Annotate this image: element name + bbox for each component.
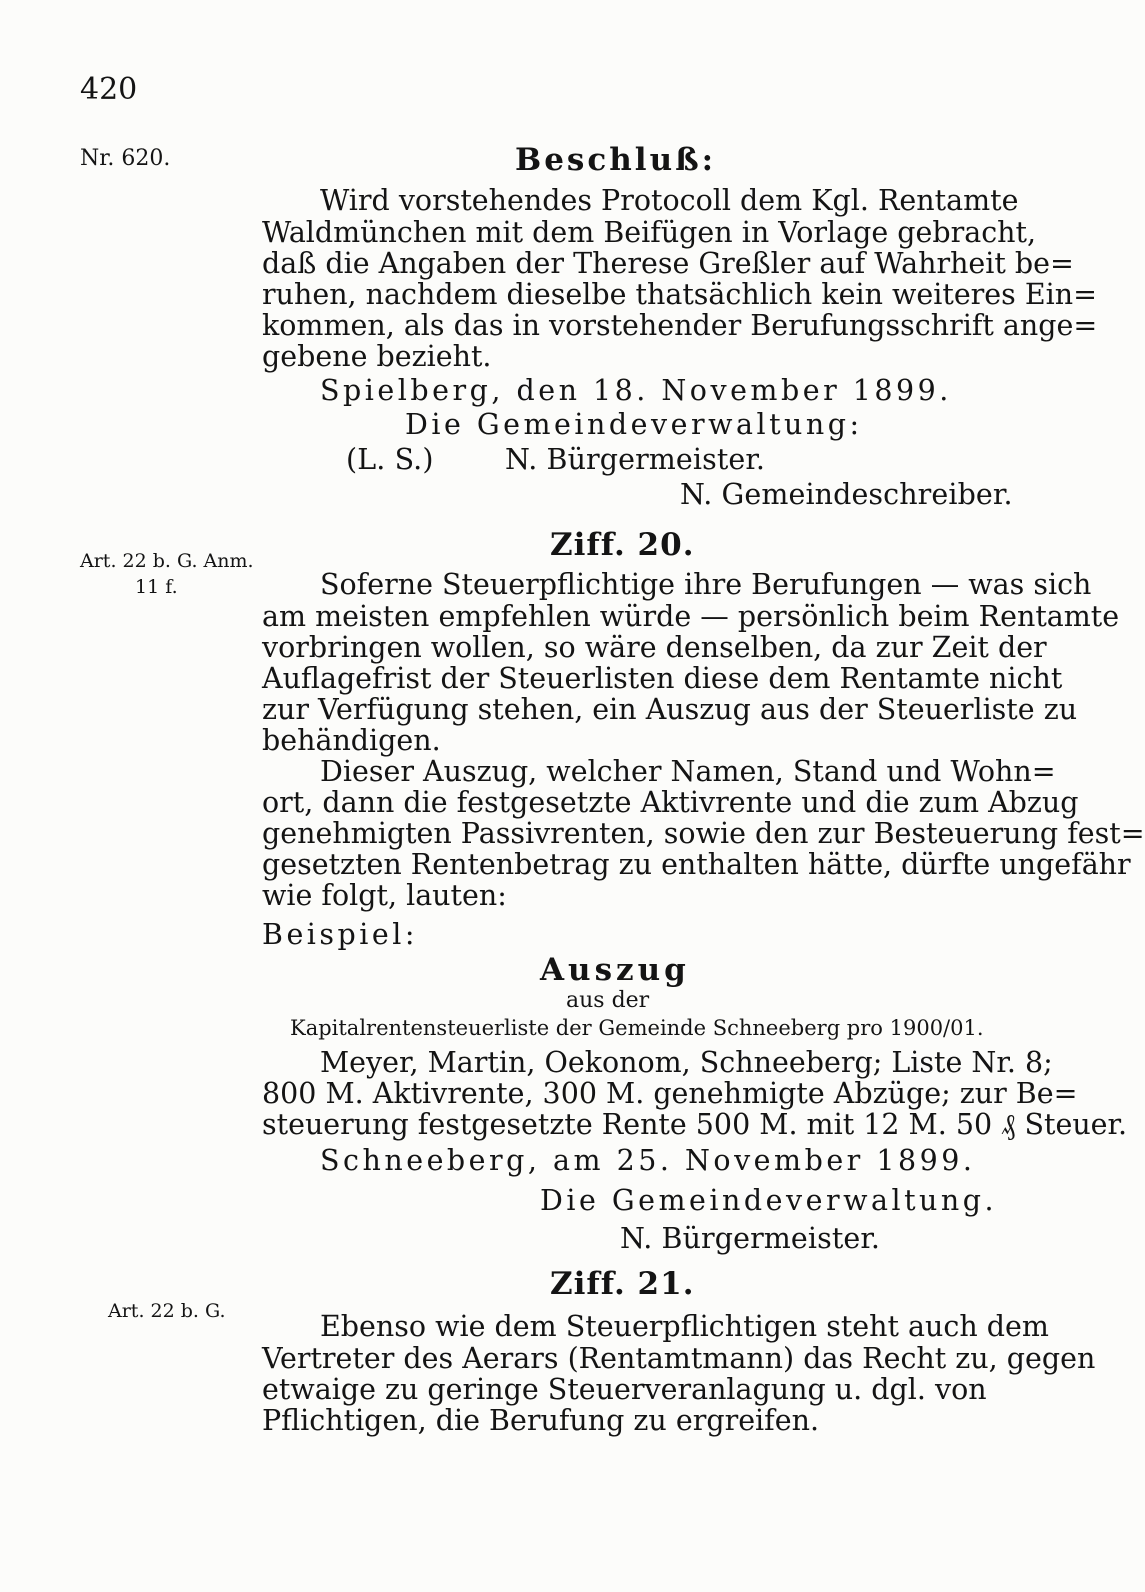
ziff-20-line-5: zur Verfügung stehen, ein Auszug aus der Steuerliste zu	[262, 693, 1078, 726]
example-place-date: Schneeberg, am 25. November 1899.	[320, 1144, 976, 1177]
example-mayor: N. Bürgermeister.	[620, 1222, 881, 1255]
ziff-20-line-7: Dieser Auszug, welcher Namen, Stand und Wohn=	[320, 755, 1056, 788]
beschluss-line-6: gebene bezieht.	[262, 340, 492, 373]
beschluss-line-3: daß die Angaben der Therese Greßler auf Wahrheit be=	[262, 247, 1074, 280]
ziff-20-line-1: Soferne Steuerpflichtige ihre Berufungen — was sich	[320, 568, 1092, 601]
margin-note-article-cont: 11 f.	[135, 576, 178, 598]
beschluss-place-date: Spielberg, den 18. November 1899.	[320, 374, 952, 407]
ziff-21-line-2: Vertreter des Aerars (Rentamtmann) das Recht zu, gegen	[262, 1342, 1096, 1375]
example-entry-line-2: 800 M. Aktivrente, 300 M. genehmigte Abzüge; zur Be=	[262, 1077, 1078, 1110]
seal-mark: (L. S.)	[346, 443, 434, 476]
example-entry-line-1: Meyer, Martin, Oekonom, Schneeberg; Liste Nr. 8;	[320, 1046, 1053, 1079]
ziff-20-line-11: wie folgt, lauten:	[262, 879, 507, 912]
beschluss-heading: Beschluß:	[515, 142, 717, 178]
ziff-20-line-9: genehmigten Passivrenten, sowie den zur Besteuerung fest=	[262, 817, 1145, 850]
beschluss-authority: Die Gemeindeverwaltung:	[405, 408, 863, 441]
ziff-21-line-3: etwaige zu geringe Steuerveranlagung u. dgl. von	[262, 1373, 987, 1406]
ziff-20-heading: Ziff. 20.	[550, 527, 695, 563]
beschluss-line-2: Waldmünchen mit dem Beifügen in Vorlage gebracht,	[262, 216, 1037, 249]
page-number: 420	[80, 72, 138, 107]
example-entry-line-3: steuerung festgesetzte Rente 500 M. mit 12 M. 50 ₰ Steuer.	[262, 1108, 1128, 1141]
margin-note-article: Art. 22 b. G. Anm.	[80, 550, 254, 572]
example-authority: Die Gemeindeverwaltung.	[540, 1184, 998, 1217]
mayor-signature: N. Bürgermeister.	[505, 443, 766, 476]
ziff-20-line-10: gesetzten Rentenbetrag zu enthalten hätte, dürfte ungefähr	[262, 848, 1131, 881]
ziff-20-line-4: Auflagefrist der Steuerlisten diese dem Rentamte nicht	[262, 662, 1063, 695]
ziff-20-line-8: ort, dann die festgesetzte Aktivrente und die zum Abzug	[262, 786, 1079, 819]
tax-list-title: Kapitalrentensteuerliste der Gemeinde Schneeberg pro 1900/01.	[290, 1016, 984, 1040]
clerk-signature: N. Gemeindeschreiber.	[680, 478, 1013, 511]
ziff-21-line-1: Ebenso wie dem Steuerpflichtigen steht auch dem	[320, 1310, 1049, 1343]
ziff-21-line-4: Pflichtigen, die Berufung zu ergreifen.	[262, 1404, 820, 1437]
margin-note-nr: Nr. 620.	[80, 146, 171, 171]
margin-note-article-2: Art. 22 b. G.	[108, 1300, 226, 1322]
aus-der-label: aus der	[566, 988, 650, 1013]
beschluss-line-1: Wird vorstehendes Protocoll dem Kgl. Rentamte	[320, 184, 1019, 217]
beschluss-line-5: kommen, als das in vorstehender Berufungsschrift ange=	[262, 309, 1098, 342]
ziff-21-heading: Ziff. 21.	[550, 1266, 695, 1302]
ziff-20-line-6: behändigen.	[262, 724, 441, 757]
ziff-20-line-3: vorbringen wollen, so wäre denselben, da zur Zeit der	[262, 631, 1047, 664]
example-label: Beispiel:	[262, 918, 418, 951]
beschluss-line-4: ruhen, nachdem dieselbe thatsächlich kein weiteres Ein=	[262, 278, 1098, 311]
ziff-20-line-2: am meisten empfehlen würde — persönlich beim Rentamte	[262, 600, 1120, 633]
auszug-heading: Auszug	[540, 952, 690, 988]
